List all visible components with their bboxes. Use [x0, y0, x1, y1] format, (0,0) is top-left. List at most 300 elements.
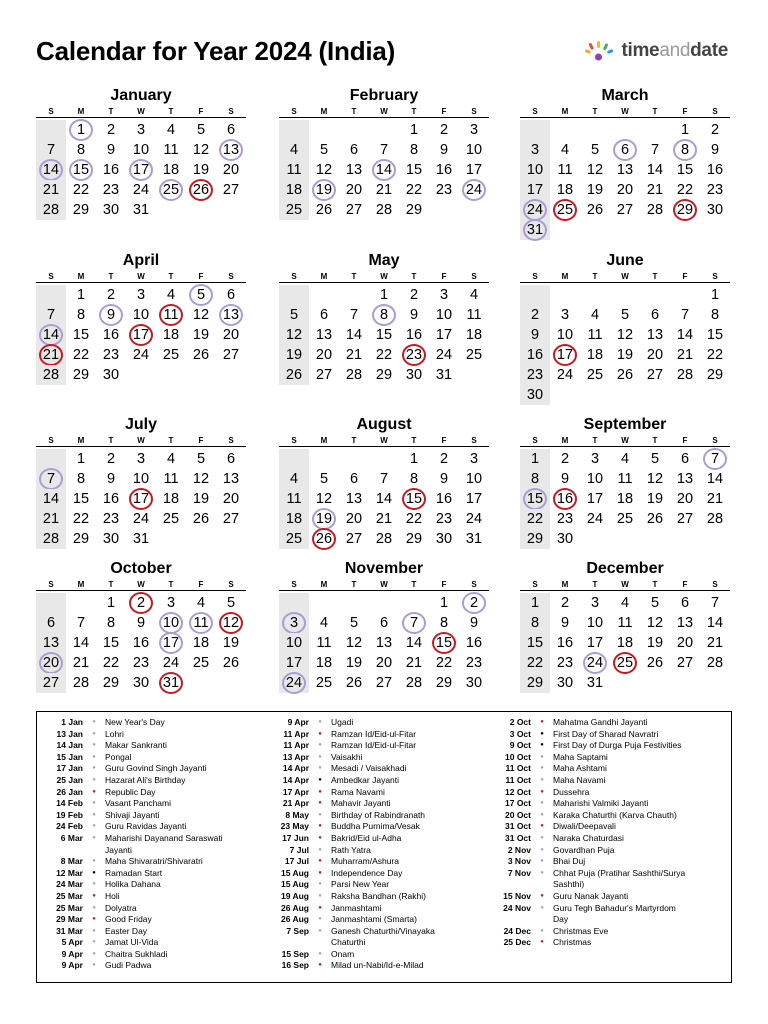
day-cell: 29	[375, 367, 393, 383]
bullet-icon: ●	[92, 904, 96, 911]
empty-day-cell	[550, 120, 580, 140]
day-cell: 2	[106, 287, 116, 303]
day-cell: 28	[375, 531, 393, 547]
holiday-date: 13 Jan	[56, 728, 83, 739]
bullet-icon: ●	[318, 834, 322, 841]
day-cell: 10	[556, 327, 574, 343]
day-cell: 30	[435, 531, 453, 547]
day-cell: 7	[379, 142, 389, 158]
weekday-header: T	[108, 272, 114, 281]
empty-day-cell	[36, 449, 66, 469]
bullet-icon: ●	[540, 927, 544, 934]
day-cell: 1	[76, 287, 86, 303]
weekday-header: T	[592, 580, 598, 589]
weekday-header: F	[682, 107, 688, 116]
weekday-header: M	[320, 580, 328, 589]
holiday-name: Guru Govind Singh Jayanti	[105, 763, 207, 774]
bullet-icon: ●	[540, 800, 544, 807]
holiday-date: 14 Jan	[56, 740, 83, 751]
holiday-name: Guru Nanak Jayanti	[553, 890, 629, 901]
weekday-header: S	[228, 436, 234, 445]
empty-day-cell	[279, 285, 309, 305]
day-cell: 8	[710, 307, 720, 323]
holiday-name: Dussehra	[553, 786, 590, 797]
weekday-header: F	[198, 436, 204, 445]
bullet-icon: ●	[318, 892, 322, 899]
day-cell: 18	[465, 327, 483, 343]
day-cell: 13	[646, 327, 664, 343]
holiday-name: Vaisakhi	[331, 751, 363, 762]
day-cell: 18	[279, 509, 309, 529]
holiday-name: Day	[553, 914, 569, 925]
bullet-icon: ●	[318, 950, 322, 957]
day-cell: 8	[409, 471, 419, 487]
day-cell: 24	[465, 511, 483, 527]
holiday-entry	[269, 879, 435, 891]
holiday-date	[491, 914, 531, 926]
day-cell: 27	[616, 202, 634, 218]
month-august	[279, 415, 489, 549]
holiday-entry	[269, 740, 435, 752]
weekday-header: S	[228, 272, 234, 281]
weekday-header: T	[168, 272, 174, 281]
observance-day-cell: 5	[186, 285, 216, 305]
day-cell: 28	[72, 675, 90, 691]
day-cell: 19	[345, 655, 363, 671]
holiday-name: Govardhan Puja	[553, 844, 615, 855]
day-cell: 20	[222, 327, 240, 343]
holiday-entry	[269, 960, 435, 972]
holiday-date	[269, 937, 309, 949]
weekday-header: S	[471, 436, 477, 445]
timeanddate-logo[interactable]	[583, 40, 728, 62]
weekday-header: S	[228, 107, 234, 116]
weekday-header: M	[77, 107, 85, 116]
day-cell: 6	[319, 307, 329, 323]
holiday-date: 7 Jul	[289, 844, 309, 855]
holiday-entry	[41, 810, 223, 822]
bullet-icon: ●	[92, 788, 96, 795]
holiday-name: Guru Ravidas Jayanti	[105, 821, 187, 832]
bullet-icon: ●	[540, 846, 544, 853]
weekday-header-row	[279, 579, 489, 591]
holiday-name: Ramzan Id/Eid-ul-Fitar	[331, 728, 417, 739]
day-cell: 1	[680, 122, 690, 138]
empty-day-cell	[339, 449, 369, 469]
observance-day-cell: 7	[36, 469, 66, 489]
empty-day-cell	[36, 593, 66, 613]
day-cell: 22	[102, 655, 120, 671]
bullet-icon: ●	[318, 719, 322, 725]
holiday-name: Christmas	[553, 937, 592, 948]
weekday-header: S	[532, 580, 538, 589]
holiday-entry	[41, 821, 223, 833]
weekday-header-row	[279, 435, 489, 447]
day-cell: 21	[375, 182, 393, 198]
day-cell: 11	[316, 635, 332, 651]
day-cell: 9	[520, 325, 550, 345]
bullet-icon: ●	[318, 753, 322, 760]
day-cell: 14	[676, 327, 694, 343]
holiday-date: 15 Aug	[280, 867, 309, 878]
day-cell: 9	[439, 142, 449, 158]
holiday-entry	[269, 868, 435, 880]
day-cell: 24	[132, 182, 150, 198]
holiday-date	[41, 845, 83, 857]
day-cell: 5	[620, 307, 630, 323]
holiday-date: 17 Jun	[282, 832, 309, 843]
day-cell: 19	[646, 491, 664, 507]
holiday-entry	[41, 903, 223, 915]
day-cell: 16	[102, 491, 120, 507]
holiday-day-cell: 16	[550, 489, 580, 509]
day-cell: 23	[465, 655, 483, 671]
day-cell: 5	[590, 142, 600, 158]
day-cell: 31	[132, 202, 150, 218]
day-cell: 27	[222, 347, 240, 363]
day-cell: 30	[132, 675, 150, 691]
holiday-entry	[41, 960, 223, 972]
bullet-icon: ●	[92, 742, 96, 749]
holiday-date: 15 Sep	[281, 948, 309, 959]
day-cell: 14	[405, 635, 423, 651]
holiday-entry	[491, 879, 685, 891]
empty-day-cell	[309, 120, 339, 140]
day-cell: 13	[616, 162, 634, 178]
day-cell: 21	[405, 655, 423, 671]
day-cell: 30	[102, 202, 120, 218]
day-cell: 23	[102, 347, 120, 363]
weekday-header: F	[441, 436, 447, 445]
holiday-entry	[269, 787, 435, 799]
holiday-name: Rama Navami	[331, 786, 385, 797]
holiday-entry	[41, 717, 223, 729]
day-cell: 20	[222, 162, 240, 178]
holiday-date: 26 Aug	[280, 902, 309, 913]
holiday-entry	[41, 729, 223, 741]
weekday-header: T	[351, 107, 357, 116]
day-cell: 28	[36, 365, 66, 385]
day-cell: 26	[192, 347, 210, 363]
day-cell: 18	[279, 180, 309, 200]
empty-day-cell	[339, 593, 369, 613]
day-cell: 25	[162, 511, 180, 527]
day-cell: 15	[72, 327, 90, 343]
day-cell: 26	[279, 365, 309, 385]
bullet-icon: ●	[540, 892, 544, 899]
day-cell: 15	[706, 327, 724, 343]
holiday-list	[36, 711, 732, 983]
observance-day-cell: 15	[66, 160, 96, 180]
day-cell: 14	[646, 162, 664, 178]
holiday-day-cell: 31	[156, 673, 186, 693]
sun-rays-icon	[583, 41, 615, 61]
holiday-entry	[491, 798, 685, 810]
holiday-name: Chaitra Sukhladi	[105, 948, 168, 959]
holiday-date: 12 Oct	[505, 786, 531, 797]
holiday-date: 9 Apr	[61, 960, 83, 971]
holiday-name: Jayanti	[105, 844, 132, 855]
holiday-name: Ambedkar Jayanti	[331, 774, 400, 785]
holiday-date: 24 Feb	[56, 821, 83, 832]
holiday-date: 13 Apr	[282, 751, 309, 762]
bullet-icon: ●	[540, 730, 544, 737]
bullet-icon: ●	[540, 823, 544, 830]
bullet-icon: ●	[318, 904, 322, 911]
day-cell: 26	[646, 511, 664, 527]
day-cell: 2	[409, 287, 419, 303]
day-cell: 18	[162, 162, 180, 178]
weekday-header: M	[77, 580, 85, 589]
holiday-name: Bakrid/Eid ul-Adha	[331, 832, 402, 843]
holiday-date: 11 Oct	[505, 774, 531, 785]
bullet-icon: ●	[318, 730, 322, 737]
day-cell: 23	[132, 655, 150, 671]
day-cell: 2	[106, 122, 116, 138]
day-cell: 15	[676, 162, 694, 178]
weekday-header: M	[561, 107, 569, 116]
weekday-header: S	[532, 436, 538, 445]
day-cell: 22	[375, 347, 393, 363]
holiday-name: Lohri	[105, 728, 124, 739]
holiday-date: 17 Oct	[505, 798, 531, 809]
day-cell: 25	[192, 655, 210, 671]
day-cell: 15	[375, 327, 393, 343]
day-cell: 9	[560, 615, 570, 631]
day-cell: 4	[560, 142, 570, 158]
bullet-icon: ●	[92, 950, 96, 957]
day-cell: 10	[586, 471, 604, 487]
holiday-name: Dolyatra	[105, 902, 137, 913]
weekday-header: S	[48, 580, 54, 589]
month-name: March	[601, 87, 649, 104]
day-cell: 29	[435, 675, 453, 691]
day-cell: 5	[196, 122, 206, 138]
holiday-day-cell: 2	[126, 593, 156, 613]
weekday-header: T	[411, 107, 417, 116]
day-cell: 14	[706, 471, 724, 487]
weekday-header-row	[520, 271, 730, 283]
holiday-date: 17 Jul	[284, 856, 309, 867]
observance-day-cell: 7	[399, 613, 429, 633]
day-cell: 29	[72, 531, 90, 547]
weekday-header: W	[137, 272, 145, 281]
holiday-name: Janmashtami (Smarta)	[331, 914, 417, 925]
day-cell: 10	[132, 142, 150, 158]
day-cell: 27	[375, 675, 393, 691]
holiday-name: Onam	[331, 948, 355, 959]
bullet-icon: ●	[540, 939, 544, 946]
holiday-day-cell: 26	[309, 529, 339, 549]
month-december	[520, 559, 730, 693]
holiday-name: Holika Dahana	[105, 879, 161, 890]
day-cell: 19	[192, 491, 210, 507]
bullet-icon: ●	[92, 834, 96, 841]
holiday-name: Guru Tegh Bahadur's Martyrdom	[553, 902, 676, 913]
day-grid	[520, 593, 730, 693]
bullet-icon: ●	[540, 788, 544, 795]
day-cell: 11	[163, 471, 179, 487]
holiday-entry	[41, 763, 223, 775]
holiday-name: Hazarat Ali's Birthday	[105, 774, 186, 785]
day-cell: 30	[556, 675, 574, 691]
day-cell: 27	[676, 511, 694, 527]
holiday-name: Jamat Ul-Vida	[105, 937, 159, 948]
weekday-header: W	[380, 272, 388, 281]
holiday-date: 17 Apr	[282, 786, 309, 797]
day-cell: 29	[72, 367, 90, 383]
day-cell: 1	[520, 593, 550, 613]
day-cell: 1	[409, 122, 419, 138]
weekday-header: S	[291, 107, 297, 116]
observance-day-cell: 2	[459, 593, 489, 613]
weekday-header: S	[471, 107, 477, 116]
holiday-entry	[491, 821, 685, 833]
day-cell: 25	[586, 367, 604, 383]
empty-day-cell	[309, 593, 339, 613]
weekday-header-row	[36, 271, 246, 283]
holiday-name: Rath Yatra	[331, 844, 371, 855]
weekday-header: M	[77, 272, 85, 281]
empty-day-cell	[520, 285, 550, 305]
weekday-header: T	[168, 107, 174, 116]
day-cell: 26	[222, 655, 240, 671]
month-october	[36, 559, 246, 693]
day-cell: 10	[132, 307, 150, 323]
day-cell: 4	[469, 287, 479, 303]
day-cell: 11	[279, 489, 309, 509]
holiday-entry	[41, 879, 223, 891]
holiday-date: 14 Feb	[56, 798, 83, 809]
weekday-header-row	[36, 106, 246, 118]
day-cell: 6	[680, 595, 690, 611]
weekday-header-row	[520, 579, 730, 591]
holiday-entry	[491, 740, 685, 752]
holiday-name: Birthday of Rabindranath	[331, 809, 426, 820]
holiday-date: 23 May	[280, 821, 309, 832]
observance-day-cell: 3	[279, 613, 309, 633]
day-grid	[36, 593, 246, 693]
holiday-name: Maha Navami	[553, 774, 606, 785]
bullet-icon: ●	[92, 858, 96, 865]
holiday-day-cell: 25	[610, 653, 640, 673]
day-cell: 28	[405, 675, 423, 691]
day-cell: 26	[192, 511, 210, 527]
weekday-header: F	[441, 580, 447, 589]
day-cell: 11	[617, 471, 633, 487]
day-cell: 13	[375, 635, 393, 651]
empty-day-cell	[520, 120, 550, 140]
month-name: January	[110, 87, 172, 104]
holiday-name: Parsi New Year	[331, 879, 390, 890]
day-cell: 22	[706, 347, 724, 363]
weekday-header: T	[592, 272, 598, 281]
day-cell: 7	[36, 305, 66, 325]
day-cell: 20	[616, 182, 634, 198]
day-cell: 18	[192, 635, 210, 651]
day-cell: 20	[345, 182, 363, 198]
holiday-entry	[269, 937, 435, 949]
weekday-header: S	[471, 580, 477, 589]
bullet-icon: ●	[92, 939, 96, 946]
holiday-name: Ganesh Chaturthi/Vinayaka	[331, 925, 435, 936]
bullet-icon: ●	[540, 776, 544, 783]
day-cell: 27	[222, 511, 240, 527]
day-cell: 26	[345, 675, 363, 691]
day-cell: 25	[279, 200, 309, 220]
day-grid	[279, 285, 489, 385]
holiday-entry	[491, 763, 685, 775]
holiday-entry	[41, 891, 223, 903]
observance-day-cell: 15	[520, 489, 550, 509]
holiday-name: Mesadi / Vaisakhadi	[331, 763, 407, 774]
day-grid	[520, 120, 730, 240]
day-cell: 10	[520, 160, 550, 180]
weekday-header: T	[592, 107, 598, 116]
day-cell: 25	[162, 347, 180, 363]
weekday-header: T	[652, 580, 658, 589]
holiday-day-cell: 29	[670, 200, 700, 220]
bullet-icon: ●	[318, 846, 322, 853]
day-cell: 1	[520, 449, 550, 469]
weekday-header: F	[682, 436, 688, 445]
empty-day-cell	[580, 285, 610, 305]
holiday-entry	[269, 856, 435, 868]
day-cell: 18	[162, 327, 180, 343]
bullet-icon: ●	[92, 719, 96, 725]
day-cell: 26	[586, 202, 604, 218]
day-cell: 16	[520, 345, 550, 365]
holiday-name: Christmas Eve	[553, 925, 609, 936]
weekday-header: M	[320, 107, 328, 116]
day-cell: 12	[279, 325, 309, 345]
holiday-date: 25 Jan	[56, 774, 83, 785]
holiday-name: Pongal	[105, 751, 132, 762]
day-cell: 27	[36, 673, 66, 693]
holiday-entry	[491, 775, 685, 787]
holiday-entry	[491, 833, 685, 845]
holiday-date: 11 Apr	[283, 728, 309, 739]
holiday-column	[269, 717, 435, 972]
day-cell: 2	[439, 451, 449, 467]
month-name: October	[110, 560, 172, 577]
day-cell: 20	[676, 491, 694, 507]
holiday-date: 14 Apr	[282, 774, 309, 785]
bullet-icon: ●	[92, 916, 96, 923]
day-cell: 2	[439, 122, 449, 138]
day-cell: 25	[616, 511, 634, 527]
holiday-name: First Day of Durga Puja Festivities	[553, 740, 682, 751]
holiday-entry	[269, 833, 435, 845]
holiday-name: Holi	[105, 890, 120, 901]
holiday-date: 7 Nov	[507, 867, 531, 878]
empty-day-cell	[66, 593, 96, 613]
holiday-day-cell: 15	[399, 489, 429, 509]
bullet-icon: ●	[318, 823, 322, 830]
bullet-icon: ●	[318, 916, 322, 923]
page-title: Calendar for Year 2024 (India)	[36, 36, 396, 66]
day-cell: 24	[132, 511, 150, 527]
bullet-icon: ●	[318, 800, 322, 807]
day-cell: 2	[520, 305, 550, 325]
holiday-entry	[491, 752, 685, 764]
weekday-header: S	[532, 272, 538, 281]
day-cell: 11	[557, 162, 573, 178]
observance-day-cell: 14	[36, 160, 66, 180]
day-cell: 13	[345, 162, 363, 178]
weekday-header: T	[411, 436, 417, 445]
holiday-day-cell: 25	[550, 200, 580, 220]
